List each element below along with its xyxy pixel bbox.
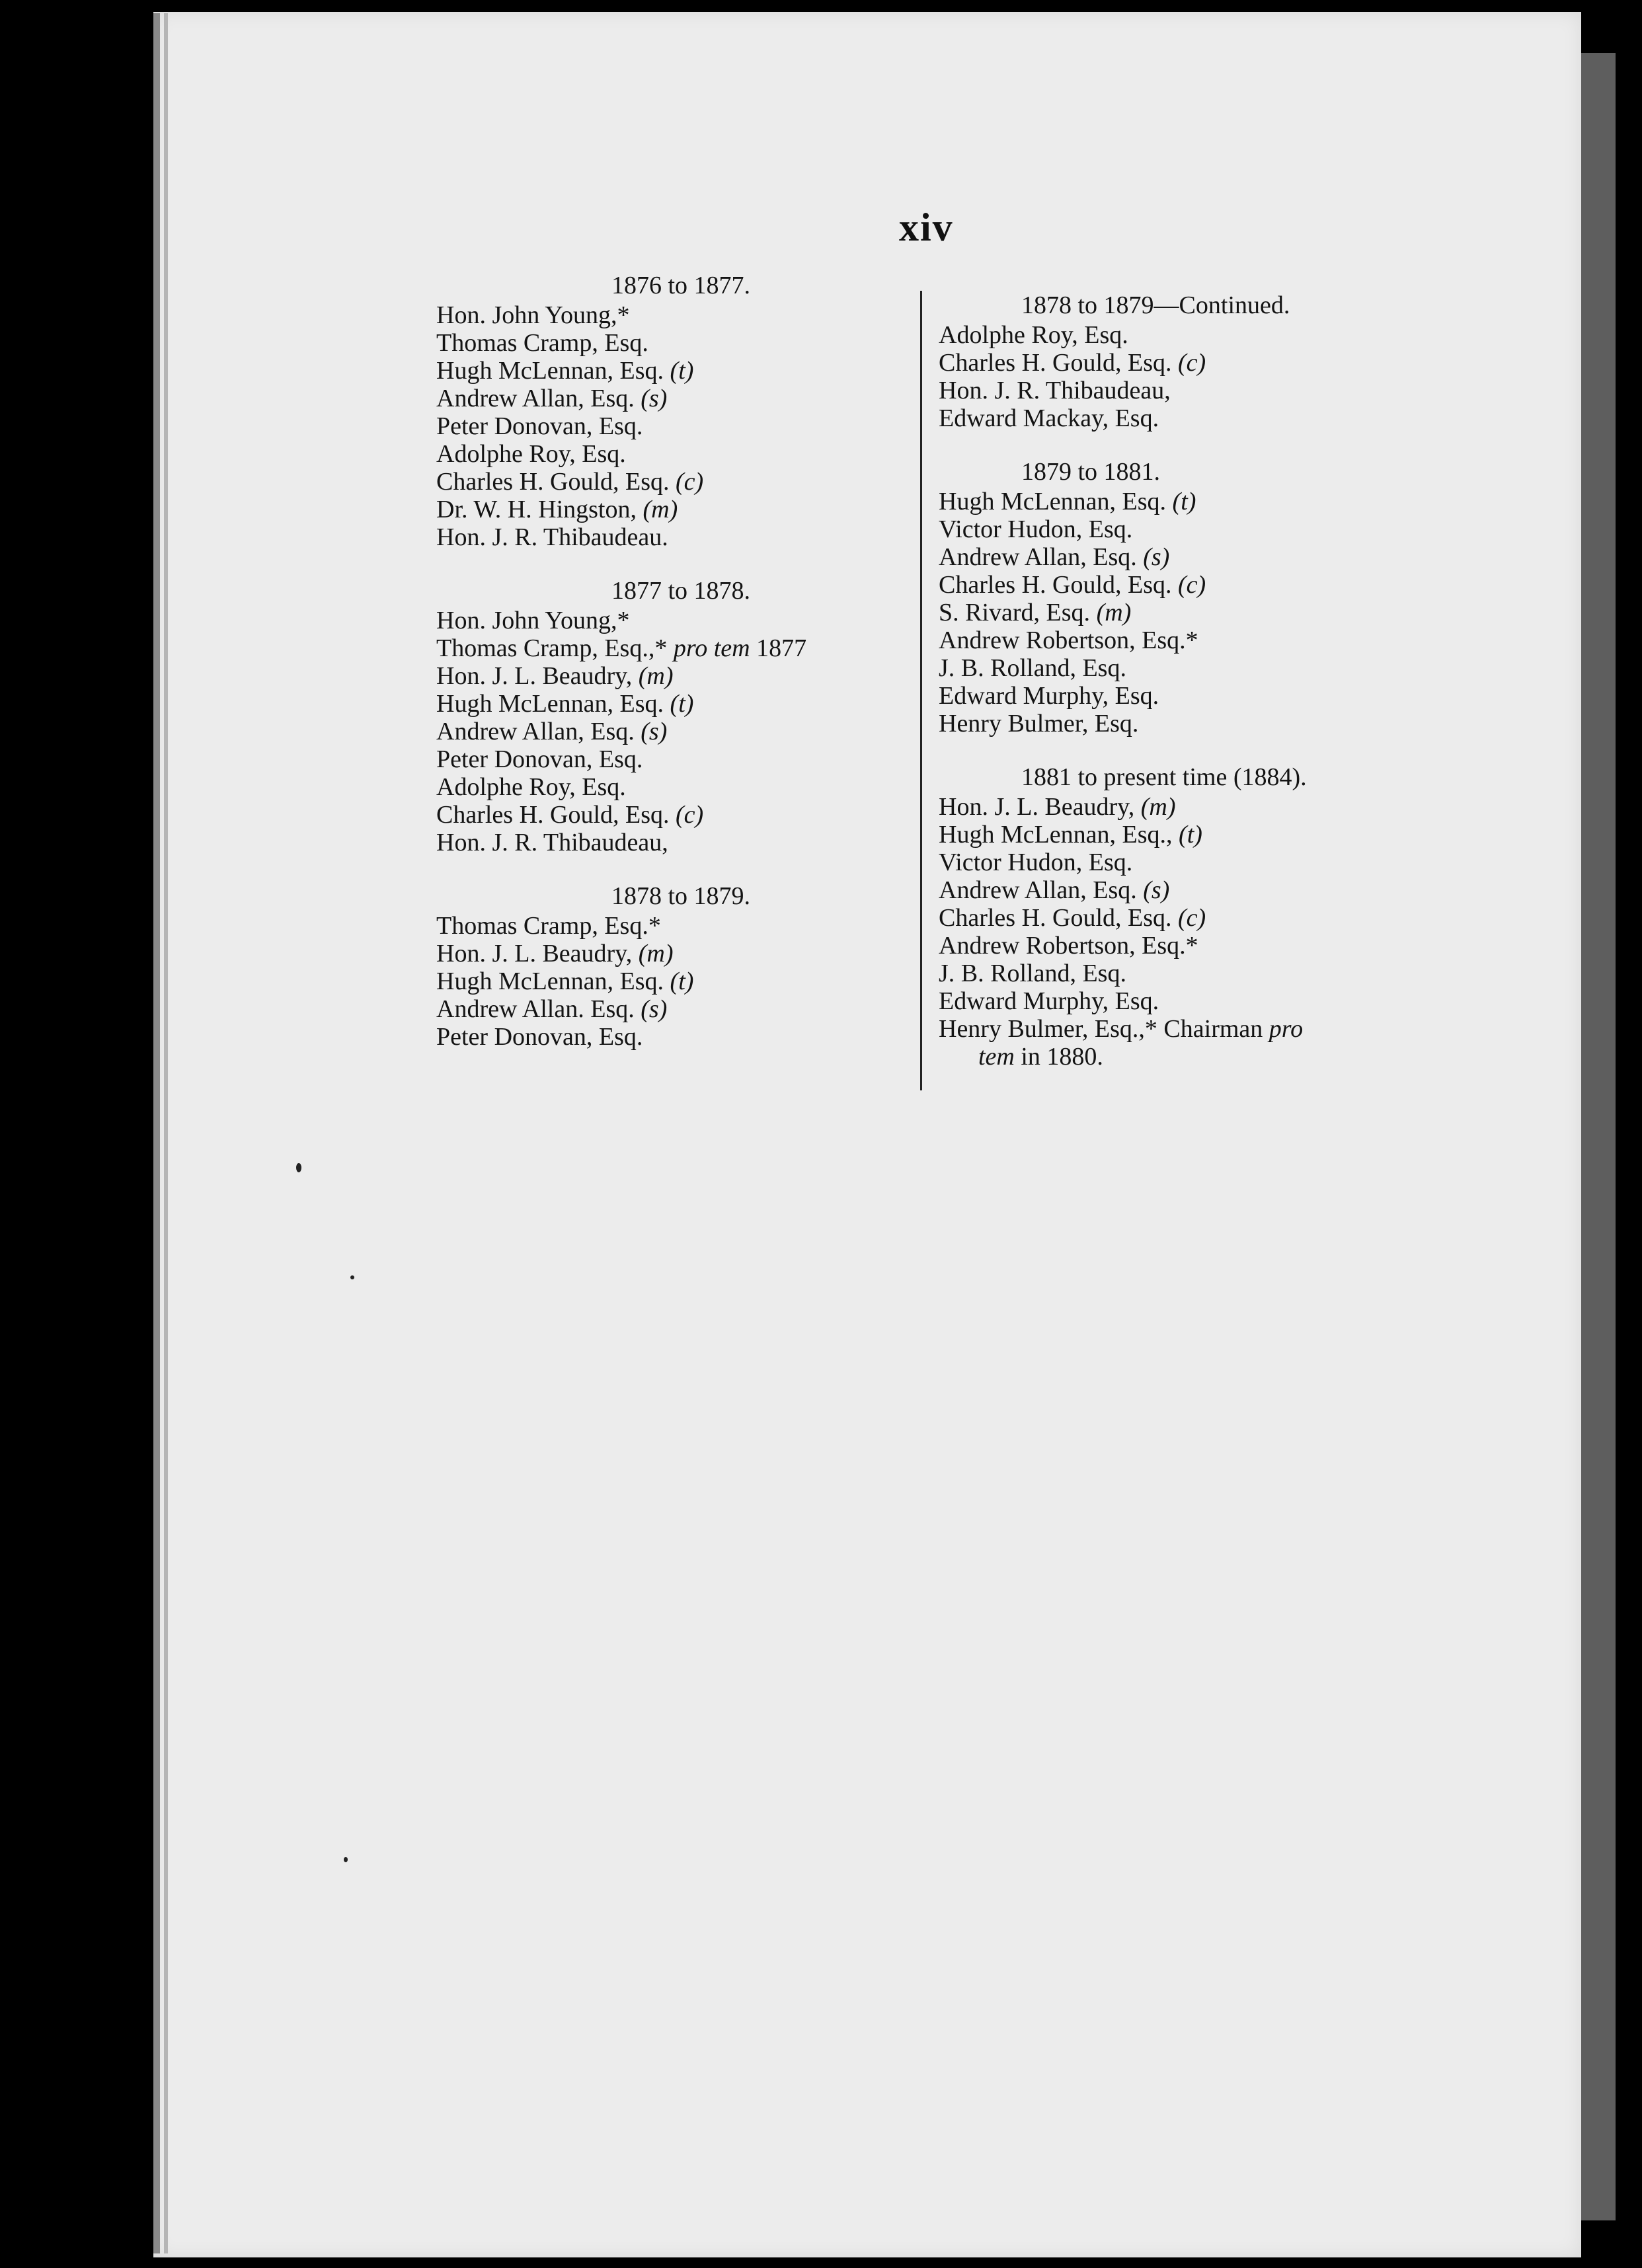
member-entry — [939, 349, 1441, 377]
binding-edge — [153, 13, 160, 2253]
member-name: Hon. J. L. Beaudry, — [436, 940, 639, 967]
member-name: Hon. J. L. Beaudry, — [436, 662, 639, 690]
member-entry — [939, 876, 1441, 904]
member-entry — [939, 821, 1441, 849]
role-note: (s) — [641, 385, 668, 412]
member-name: Charles H. Gould, Esq. — [939, 349, 1179, 377]
member-name: Edward Mackay, Esq. — [939, 404, 1159, 432]
term-section — [436, 576, 912, 856]
role-note: (m) — [638, 940, 674, 967]
member-entry — [436, 385, 912, 412]
term-heading: 1876 to 1877. — [611, 272, 751, 299]
member-entry — [436, 523, 912, 551]
member-name: Hugh McLennan, Esq. — [436, 357, 670, 385]
member-name: Andrew Allan, Esq. — [939, 543, 1144, 571]
member-name: Hon. J. L. Beaudry, — [939, 793, 1141, 821]
member-name: Charles H. Gould, Esq. — [436, 801, 676, 829]
member-entry — [436, 357, 912, 385]
member-entry — [436, 745, 912, 773]
member-name: Peter Donovan, Esq. — [436, 1023, 643, 1051]
member-name: Thomas Cramp, Esq.* — [436, 912, 661, 940]
role-note: tem — [978, 1043, 1015, 1071]
member-name: Hon. J. R. Thibaudeau. — [436, 523, 668, 551]
role-note: (m) — [1140, 793, 1176, 821]
member-entry — [939, 488, 1441, 515]
role-note: pro tem — [673, 634, 750, 662]
member-entry — [436, 440, 912, 468]
role-note: (m) — [1096, 599, 1132, 626]
member-name: J. B. Rolland, Esq. — [939, 654, 1126, 682]
member-name: Adolphe Roy, Esq. — [436, 773, 626, 801]
member-name: Victor Hudon, Esq. — [939, 515, 1133, 543]
member-name: Thomas Cramp, Esq. — [436, 329, 648, 357]
member-entry — [436, 301, 912, 329]
member-entry — [939, 1015, 1441, 1043]
member-name: Charles H. Gould, Esq. — [939, 904, 1179, 932]
member-entry — [939, 1043, 1441, 1071]
member-entry — [436, 1023, 912, 1051]
member-name: Hugh McLennan, Esq., — [939, 821, 1179, 849]
role-note: (t) — [670, 690, 694, 718]
member-name: J. B. Rolland, Esq. — [939, 960, 1126, 987]
role-note: (c) — [1178, 904, 1206, 932]
member-name: Hon. J. R. Thibaudeau, — [436, 829, 668, 856]
member-entry — [436, 967, 912, 995]
member-name: Charles H. Gould, Esq. — [939, 571, 1179, 599]
term-heading: 1877 to 1878. — [611, 577, 751, 605]
role-note: (m) — [638, 662, 674, 690]
member-entry — [939, 987, 1441, 1015]
member-name: Thomas Cramp, Esq.,* — [436, 634, 674, 662]
member-name: S. Rivard, Esq. — [939, 599, 1097, 626]
member-entry — [939, 626, 1441, 654]
member-entry — [939, 571, 1441, 599]
member-entry — [436, 940, 912, 967]
member-name: Andrew Allan, Esq. — [939, 876, 1144, 904]
member-entry — [436, 690, 912, 718]
member-name: Henry Bulmer, Esq. — [939, 710, 1139, 737]
member-name: Adolphe Roy, Esq. — [436, 440, 626, 468]
member-entry — [939, 849, 1441, 876]
member-name: Andrew Robertson, Esq.* — [939, 626, 1198, 654]
member-name: Edward Murphy, Esq. — [939, 987, 1159, 1015]
right-column — [939, 291, 1441, 1096]
role-note: (s) — [1143, 876, 1170, 904]
member-name: Dr. W. H. Hingston, — [436, 496, 643, 523]
member-entry — [436, 801, 912, 829]
member-name: Charles H. Gould, Esq. — [436, 468, 676, 496]
member-entry — [939, 654, 1441, 682]
scan-speck — [350, 1275, 354, 1279]
member-entry — [939, 932, 1441, 960]
term-section — [939, 291, 1441, 432]
member-entry — [939, 321, 1441, 349]
member-name: Peter Donovan, Esq. — [436, 412, 643, 440]
member-name: Hon. John Young,* — [436, 301, 630, 329]
member-entry — [436, 995, 912, 1023]
member-name: Hon. J. R. Thibaudeau, — [939, 377, 1171, 404]
member-name: Edward Murphy, Esq. — [939, 682, 1159, 710]
member-entry — [939, 960, 1441, 987]
member-entry — [436, 829, 912, 856]
term-heading: 1878 to 1879—Continued. — [1021, 291, 1290, 319]
role-note: (s) — [641, 718, 668, 745]
scan-speck — [296, 1163, 301, 1172]
role-note: (s) — [1143, 543, 1170, 571]
member-entry — [436, 468, 912, 496]
member-name: Andrew Allan, Esq. — [436, 718, 641, 745]
member-name: Peter Donovan, Esq. — [436, 745, 643, 773]
role-note: (c) — [1178, 571, 1206, 599]
term-heading: 1878 to 1879. — [611, 882, 751, 910]
member-entry — [436, 496, 912, 523]
member-entry — [939, 515, 1441, 543]
term-section — [436, 882, 912, 1051]
term-heading: 1881 to present time (1884). — [1021, 763, 1307, 791]
member-entry — [436, 607, 912, 634]
role-note: (m) — [643, 496, 678, 523]
member-name: Adolphe Roy, Esq. — [939, 321, 1128, 349]
scan-speck — [344, 1857, 348, 1862]
term-section — [939, 763, 1441, 1071]
role-note: (t) — [670, 967, 694, 995]
member-name: Hon. John Young,* — [436, 607, 630, 634]
member-name: Hugh McLennan, Esq. — [436, 967, 670, 995]
role-note: (s) — [641, 995, 668, 1023]
term-section — [939, 457, 1441, 737]
member-entry — [436, 634, 912, 662]
role-note: (c) — [1178, 349, 1206, 377]
role-note: (t) — [1179, 821, 1202, 849]
role-note: (t) — [1172, 488, 1196, 515]
member-entry — [939, 682, 1441, 710]
member-name: Henry Bulmer, Esq.,* Chairman — [939, 1015, 1269, 1043]
left-column — [436, 271, 912, 1076]
member-entry — [436, 718, 912, 745]
member-name: Andrew Allan. Esq. — [436, 995, 641, 1023]
member-entry — [939, 404, 1441, 432]
member-entry — [939, 904, 1441, 932]
member-entry — [436, 329, 912, 357]
member-entry — [939, 377, 1441, 404]
member-entry — [436, 412, 912, 440]
member-entry — [436, 773, 912, 801]
member-entry — [436, 662, 912, 690]
member-entry — [939, 543, 1441, 571]
term-section — [436, 271, 912, 551]
role-note: pro — [1269, 1015, 1304, 1043]
adjacent-page-edge — [1581, 53, 1616, 2220]
member-entry — [436, 912, 912, 940]
member-name: Hugh McLennan, Esq. — [939, 488, 1173, 515]
term-heading: 1879 to 1881. — [1021, 458, 1161, 486]
column-divider — [920, 291, 922, 1090]
role-note: (t) — [670, 357, 694, 385]
member-name: Andrew Robertson, Esq.* — [939, 932, 1198, 960]
role-note: (c) — [676, 468, 704, 496]
role-note: (c) — [676, 801, 704, 829]
binding-edge-inner — [164, 13, 168, 2253]
entry-suffix: 1877 — [750, 634, 807, 662]
member-entry — [939, 599, 1441, 626]
member-entry — [939, 793, 1441, 821]
member-name: Andrew Allan, Esq. — [436, 385, 641, 412]
member-name: Hugh McLennan, Esq. — [436, 690, 670, 718]
page-number: xiv — [899, 206, 954, 249]
member-entry — [939, 710, 1441, 737]
member-name: Victor Hudon, Esq. — [939, 849, 1133, 876]
entry-suffix: in 1880. — [1014, 1043, 1103, 1071]
